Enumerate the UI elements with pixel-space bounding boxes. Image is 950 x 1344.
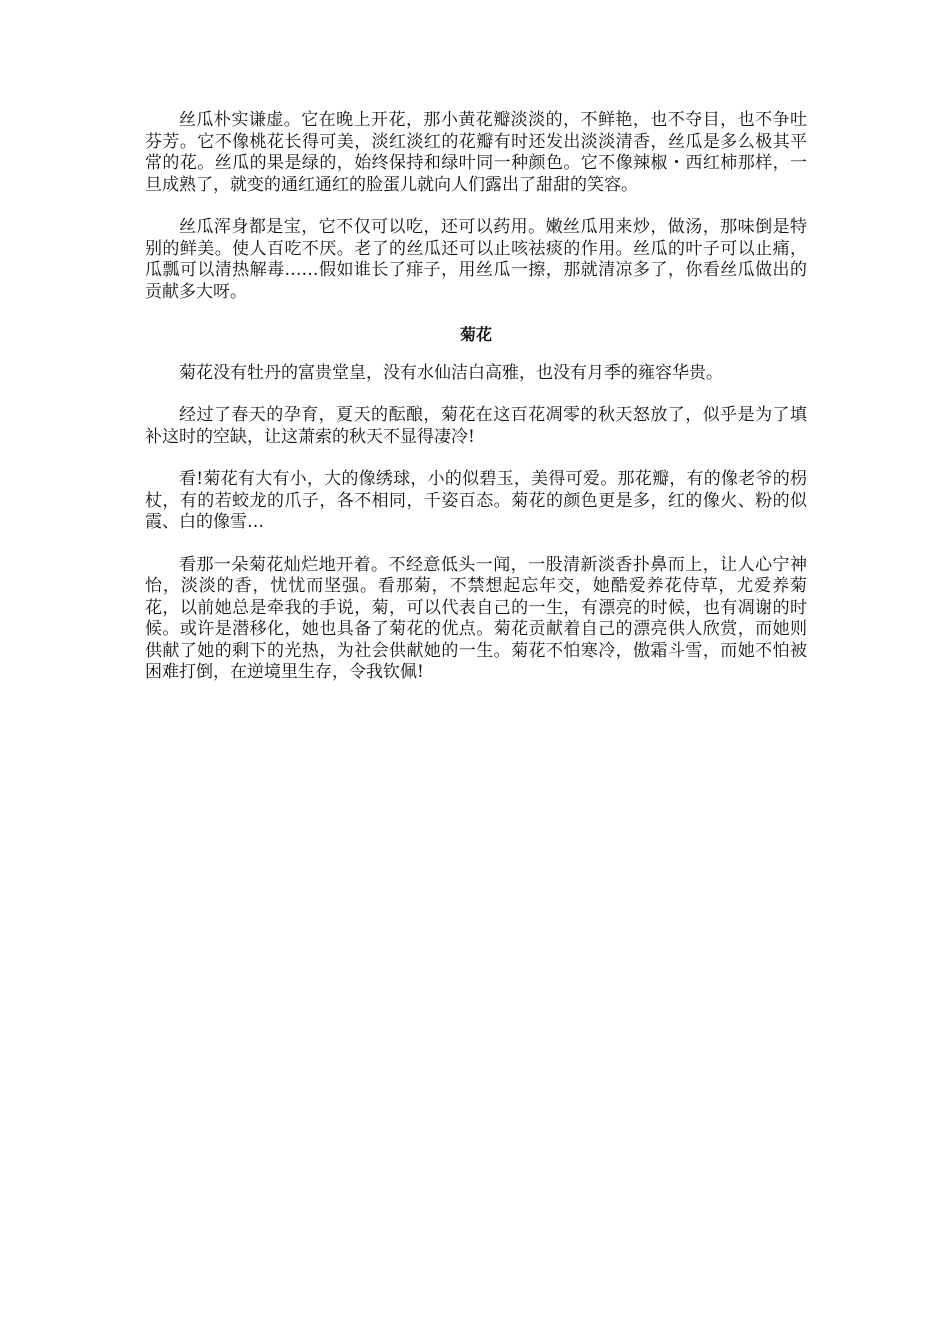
paragraph-chrysanthemum-memory: 看那一朵菊花灿烂地开着。不经意低头一闻，一股清新淡香扑鼻而上，让人心宁神怡，淡淡的香，忧忧而坚强。看那菊，不禁想起忘年交，她酷爱养花侍草，尤爱养菊花，以前她总是牵我的手说，菊，可以代表自己的一生，有漂亮的时候，也有凋谢的时候。或许是潜移化，她也具备了菊花的优点。菊花贡献着自己的漂亮供人欣赏，而她则供献了她的剩下的光热，为社会供献她的一生。菊花不怕寒冷，傲霜斗雪，而她不怕被困难打倒，在逆境里生存，令我钦佩! xyxy=(145,554,807,682)
document-page xyxy=(145,110,807,705)
paragraph-luffa-modesty: 丝瓜朴实谦虚。它在晚上开花，那小黄花瓣淡淡的，不鲜艳，也不夺目，也不争吐芬芳。它不像桃花长得可美，淡红淡红的花瓣有时还发出淡淡清香，丝瓜是多么极其平常的花。丝瓜的果是绿的，始终保持和绿叶同一种颜色。它不像辣椒・西红柿那样，一旦成熟了，就变的通红通红的脸蛋儿就向人们露出了甜甜的笑容。 xyxy=(145,110,807,195)
paragraph-chrysanthemum-appearance: 看!菊花有大有小，大的像绣球，小的似碧玉，美得可爱。那花瓣，有的像老爷的枴杖，有的若蛟龙的爪子，各不相同，千姿百态。菊花的颜色更是多，红的像火、粉的似霞、白的像雪… xyxy=(145,469,807,532)
section-heading-chrysanthemum: 菊花 xyxy=(459,325,492,344)
paragraph-luffa-uses: 丝瓜浑身都是宝，它不仅可以吃，还可以药用。嫩丝瓜用来炒，做汤，那味倒是特别的鲜美。使人百吃不厌。老了的丝瓜还可以止咳祛痰的作用。丝瓜的叶子可以止痛，瓜瓢可以清热解毒……假如谁长了痱子，用丝瓜一擦，那就清凉多了，你看丝瓜做出的贡献多大呀。 xyxy=(145,217,807,302)
paragraph-chrysanthemum-intro: 菊花没有牡丹的富贵堂皇，没有水仙洁白高雅，也没有月季的雍容华贵。 xyxy=(179,362,723,383)
paragraph-chrysanthemum-autumn: 经过了春天的孕育，夏天的酝酿，菊花在这百花凋零的秋天怒放了，似乎是为了填补这时的空缺，让这萧索的秋天不显得凄冷! xyxy=(145,405,807,447)
